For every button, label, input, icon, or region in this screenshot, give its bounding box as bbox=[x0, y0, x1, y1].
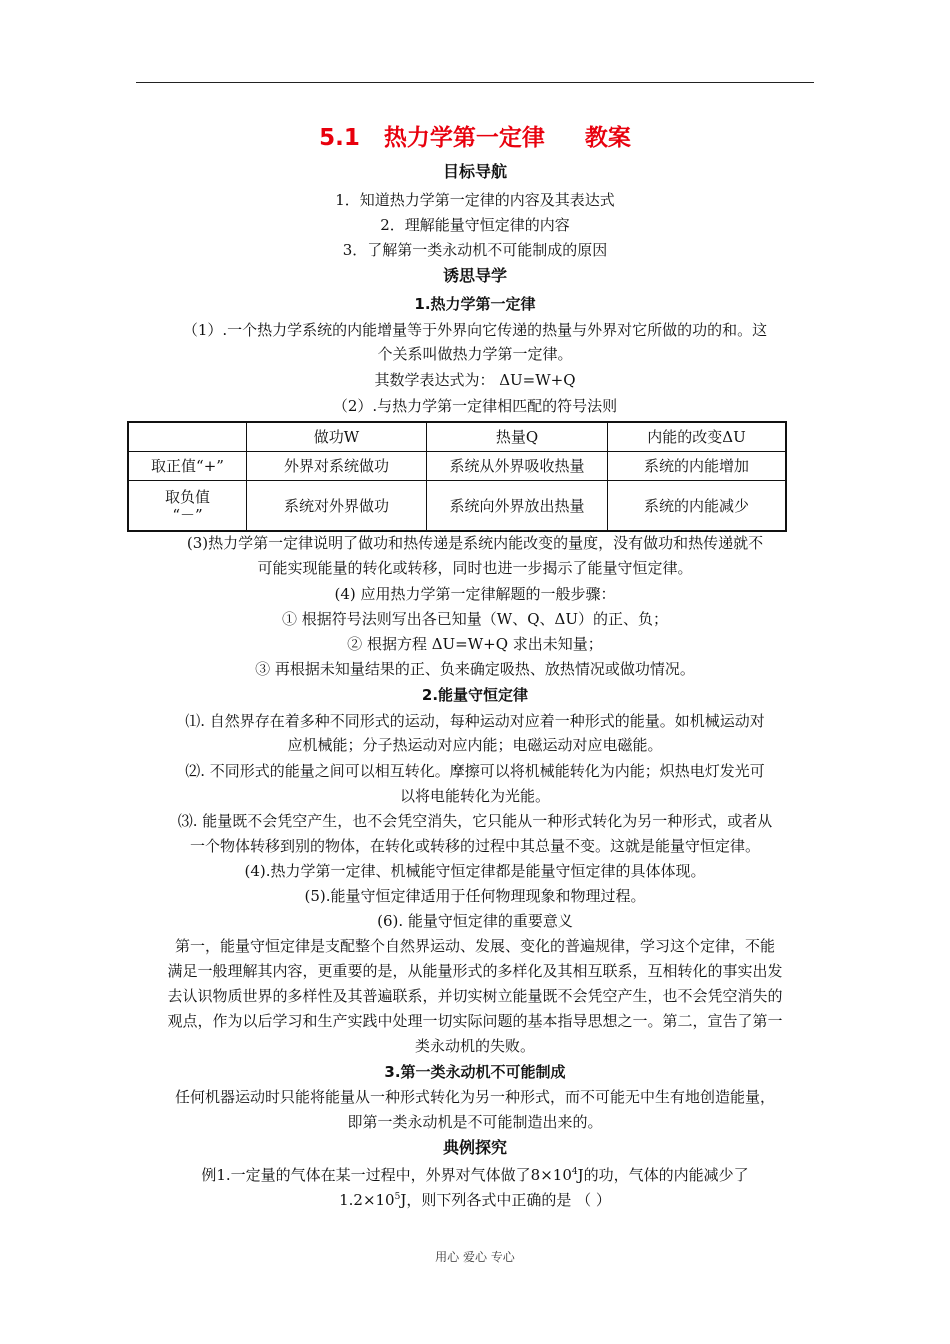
paragraph-line: 即第一类永动机是不可能制造出来的。 bbox=[347, 1113, 603, 1131]
paragraph-line: ⑴. 自然界存在着多种不同形式的运动，每种运动对应着一种形式的能量。如机械运动对 bbox=[185, 712, 765, 730]
subheading-energy-conservation: 2.能量守恒定律 bbox=[421, 686, 529, 704]
paragraph-line: (3)热力学第一定律说明了做功和热传递是系统内能改变的量度，没有做功和热传递就不 bbox=[186, 534, 764, 552]
header-rule bbox=[136, 82, 814, 83]
sign-convention-table bbox=[127, 421, 787, 532]
table-header-cell: 热量Q bbox=[427, 422, 608, 452]
paragraph-line: (5).能量守恒定律适用于任何物理现象和物理过程。 bbox=[304, 887, 646, 905]
table-cell: 系统的内能减少 bbox=[608, 481, 787, 532]
paragraph-line: （1）.一个热力学系统的内能增量等于外界向它传递的热量与外界对它所做的功的和。这 bbox=[182, 321, 768, 339]
paragraph-line: 以将电能转化为光能。 bbox=[399, 787, 550, 805]
exponent: 4 bbox=[571, 1167, 578, 1177]
table-row bbox=[128, 481, 786, 532]
table-cell-line: 取负值 bbox=[164, 487, 210, 506]
table-header-row bbox=[128, 422, 786, 452]
paragraph-line: (4).热力学第一定律、机械能守恒定律都是能量守恒定律的具体体现。 bbox=[244, 862, 706, 880]
paragraph-line: 第一，能量守恒定律是支配整个自然界运动、发展、变化的普遍规律，学习这个定律，不能 bbox=[174, 937, 775, 955]
table-header-cell: 内能的改变ΔU bbox=[608, 422, 787, 452]
subheading-first-law: 1.热力学第一定律 bbox=[414, 295, 536, 313]
section-heading-goals: 目标导航 bbox=[442, 162, 507, 181]
table-cell bbox=[128, 481, 247, 532]
step-line: ② 根据方程 ΔU=W+Q 求出未知量； bbox=[347, 635, 603, 653]
table-row bbox=[128, 452, 786, 481]
table-cell: 外界对系统做功 bbox=[247, 452, 427, 481]
paragraph-line: 应机械能；分子热运动对应内能；电磁运动对应电磁能。 bbox=[287, 736, 663, 754]
table-cell-line: “－” bbox=[172, 505, 203, 524]
step-line: ① 根据符号法则写出各已知量（W、Q、ΔU）的正、负； bbox=[282, 610, 668, 628]
paragraph-line: ⑵. 不同形式的能量之间可以相互转化。摩擦可以将机械能转化为内能；炽热电灯发光可 bbox=[185, 762, 765, 780]
section-heading-guide: 诱思导学 bbox=[442, 266, 507, 285]
table-cell: 取正值“+” bbox=[128, 452, 247, 481]
paragraph-line: 个关系叫做热力学第一定律。 bbox=[377, 345, 573, 363]
page-title: 5.1 热力学第一定律 教案 bbox=[319, 125, 631, 151]
table-cell: 系统从外界吸收热量 bbox=[427, 452, 608, 481]
paragraph-line: 一个物体转移到别的物体，在转化或转移的过程中其总量不变。这就是能量守恒定律。 bbox=[189, 837, 760, 855]
paragraph-line: 类永动机的失败。 bbox=[414, 1037, 535, 1055]
goal-item-3: 3．了解第一类永动机不可能制成的原因 bbox=[342, 241, 608, 259]
table-cell: 系统对外界做功 bbox=[247, 481, 427, 532]
paragraph-line: 可能实现能量的转化或转移，同时也进一步揭示了能量守恒定律。 bbox=[257, 559, 693, 577]
example-text: J，则下列各式中正确的是 （ ） bbox=[400, 1191, 611, 1209]
example-text: 例1.一定量的气体在某一过程中，外界对气体做了8×10 bbox=[201, 1166, 572, 1184]
example-text: J的功，气体的内能减少了 bbox=[577, 1166, 749, 1184]
example-text: 1.2×10 bbox=[339, 1191, 395, 1209]
exponent: 5 bbox=[394, 1192, 401, 1202]
paragraph-line: 任何机器运动时只能将能量从一种形式转化为另一种形式，而不可能无中生有地创造能量， bbox=[174, 1088, 775, 1106]
subheading-perpetual-motion: 3.第一类永动机不可能制成 bbox=[384, 1063, 566, 1081]
step-line: ③ 再根据未知量结果的正、负来确定吸热、放热情况或做功情况。 bbox=[255, 660, 695, 678]
paragraph-line: 观点，作为以后学习和生产实践中处理一切实际问题的基本指导思想之一。第二，宣告了第一 bbox=[167, 1012, 783, 1030]
table-caption: （2）.与热力学第一定律相匹配的符号法则 bbox=[332, 397, 618, 415]
paragraph-line: (4) 应用热力学第一定律解题的一般步骤： bbox=[334, 585, 616, 603]
page-footer: 用心 爱心 专心 bbox=[435, 1250, 515, 1264]
goal-item-1: 1．知道热力学第一定律的内容及其表达式 bbox=[335, 191, 615, 209]
example-line bbox=[0, 1165, 950, 1185]
table-header-cell: 做功W bbox=[247, 422, 427, 452]
paragraph-line: (6). 能量守恒定律的重要意义 bbox=[377, 912, 573, 930]
goal-item-2: 2．理解能量守恒定律的内容 bbox=[380, 216, 570, 234]
section-heading-examples: 典例探究 bbox=[442, 1138, 507, 1157]
table-header-cell bbox=[128, 422, 247, 452]
paragraph-line: 去认识物质世界的多样性及其普遍联系，并切实树立能量既不会凭空产生，也不会凭空消失的 bbox=[167, 987, 783, 1005]
formula-line: 其数学表达式为： ΔU=W+Q bbox=[374, 371, 576, 389]
table-cell: 系统向外界放出热量 bbox=[427, 481, 608, 532]
paragraph-line: 满足一般理解其内容，更重要的是，从能量形式的多样化及其相互联系，互相转化的事实出发 bbox=[167, 962, 783, 980]
paragraph-line: ⑶. 能量既不会凭空产生，也不会凭空消失，它只能从一种形式转化为另一种形式，或者从 bbox=[177, 812, 773, 830]
table-cell: 系统的内能增加 bbox=[608, 452, 787, 481]
example-line bbox=[0, 1190, 950, 1210]
